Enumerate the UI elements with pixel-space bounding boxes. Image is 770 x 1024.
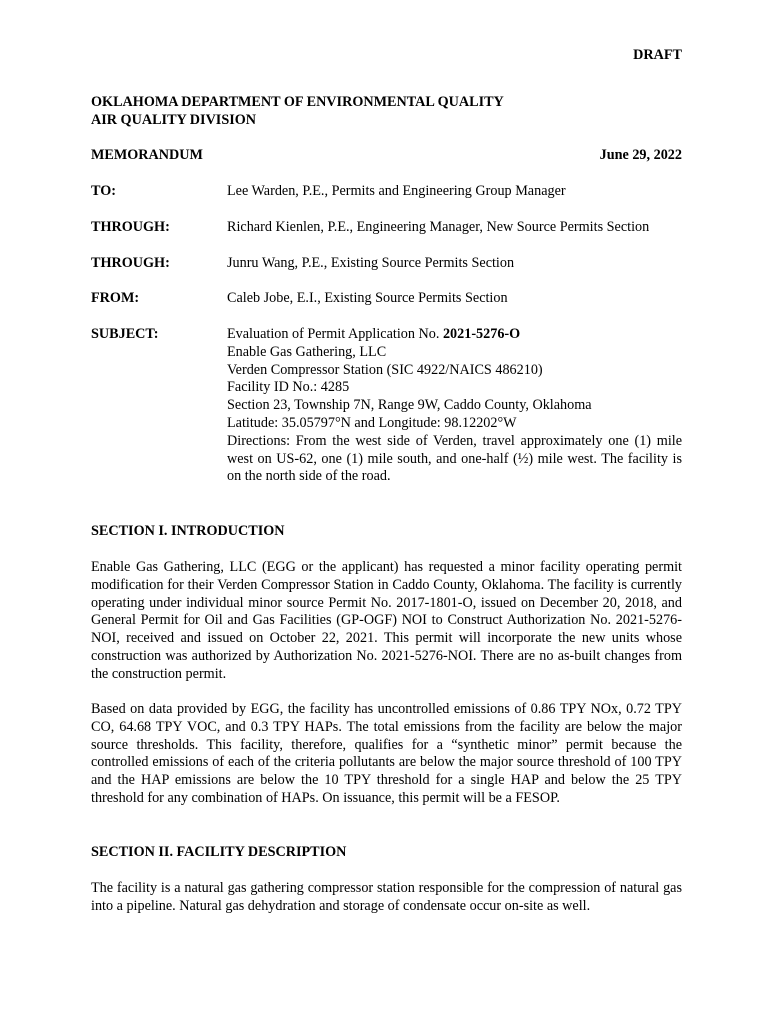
- through-label-1: THROUGH:: [91, 219, 170, 235]
- through-label-2: THROUGH:: [91, 255, 170, 271]
- subject-location: Section 23, Township 7N, Range 9W, Caddo County, Oklahoma: [227, 397, 592, 414]
- subject-facility-id: Facility ID No.: 4285: [227, 379, 350, 396]
- subject-label: SUBJECT:: [91, 326, 159, 342]
- subject-company: Enable Gas Gathering, LLC: [227, 343, 387, 360]
- subject-permit-line: [227, 326, 682, 344]
- section2-paragraph-1: The facility is a natural gas gathering compressor station responsible for the compression of natural gas into a pipeline. Natural gas dehydration and storage of condensate occur on-site as well.: [91, 880, 682, 914]
- subject-value: [227, 326, 682, 486]
- memo-date: June 29, 2022: [599, 147, 682, 163]
- from-label: FROM:: [91, 290, 140, 306]
- through-value-1: Richard Kienlen, P.E., Engineering Manager, New Source Permits Section: [227, 219, 650, 235]
- permit-number: 2021-5276-O: [442, 326, 521, 342]
- agency-name: OKLAHOMA DEPARTMENT OF ENVIRONMENTAL QUALITY: [91, 94, 504, 110]
- subject-station: Verden Compressor Station (SIC 4922/NAICS 486210): [227, 361, 543, 378]
- draft-watermark-label: DRAFT: [633, 47, 682, 63]
- agency-header: [91, 93, 504, 129]
- section1-paragraph-1: Enable Gas Gathering, LLC (EGG or the applicant) has requested a minor facility operating permit modification for their Verden Compressor Station in Caddo County, Oklahoma. The facility is currently operating under individual minor source Permit No. 2017-1801-O, issued on December 20, 2018, and General Permit for Oil and Gas Facilities (GP-OGF) NOI to Construct Authorization No. 2021-5276-NOI, received and issued on October 22, 2021. This permit will incorporate the new units whose construction was authorized by Authorization No. 2021-5276-NOI. There are no as-built changes from the construction permit.: [91, 559, 682, 682]
- section2-heading: SECTION II. FACILITY DESCRIPTION: [91, 844, 347, 860]
- from-value: Caleb Jobe, E.I., Existing Source Permits Section: [227, 290, 508, 306]
- subject-directions: Directions: From the west side of Verden, travel approximately one (1) mile west on US-62, one (1) mile south, and one-half (½) mile west. The facility is on the north side of the road.: [227, 432, 682, 485]
- to-value: Lee Warden, P.E., Permits and Engineering Group Manager: [227, 183, 566, 199]
- memorandum-title: MEMORANDUM: [91, 147, 203, 163]
- memo-title-row: [91, 147, 682, 165]
- section1-heading: SECTION I. INTRODUCTION: [91, 523, 285, 539]
- subject-coordinates: Latitude: 35.05797°N and Longitude: 98.12202°W: [227, 414, 517, 431]
- section1-paragraph-2: Based on data provided by EGG, the facility has uncontrolled emissions of 0.86 TPY NOx, 0.72 TPY CO, 64.68 TPY VOC, and 0.3 TPY HAPs. The total emissions from the facility are below the major source thresholds. This facility, therefore, qualifies for a “synthetic minor” permit because the controlled emissions of each of the criteria pollutants are below the major source threshold of 100 TPY and the HAP emissions are below the 10 TPY threshold for a single HAP and below the 25 TPY threshold for any combination of HAPs. On issuance, this permit will be a FESOP.: [91, 701, 682, 806]
- subject-permit-prefix: Evaluation of Permit Application No.: [227, 326, 443, 342]
- to-label: TO:: [91, 183, 116, 199]
- division-name: AIR QUALITY DIVISION: [91, 112, 257, 128]
- through-value-2: Junru Wang, P.E., Existing Source Permits Section: [227, 255, 515, 271]
